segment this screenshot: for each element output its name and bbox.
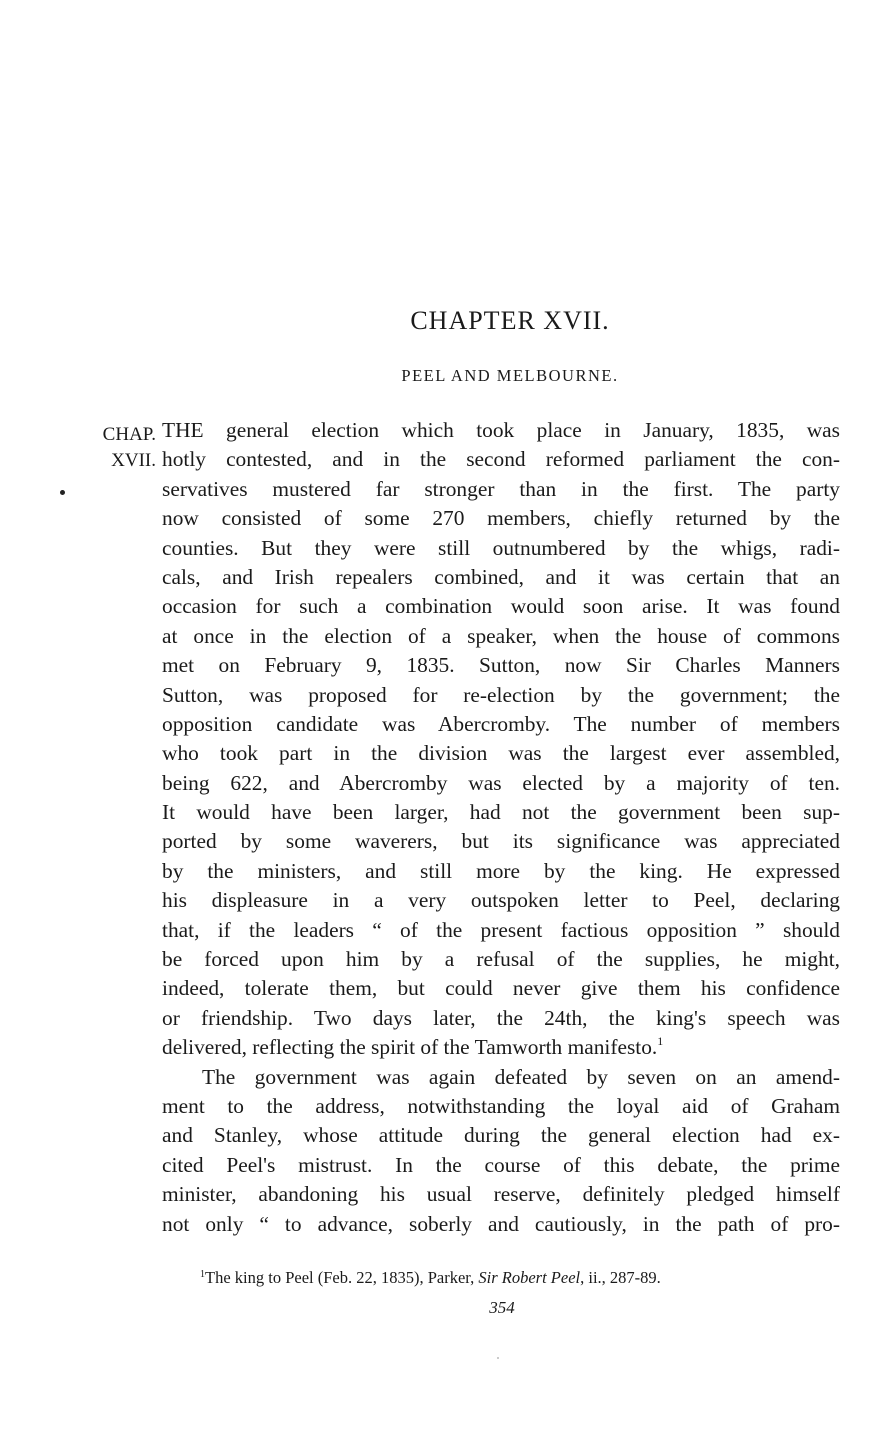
text-line-content: minister, abandoning his usual reserve, definitely pledged himself bbox=[162, 1182, 840, 1207]
text-line bbox=[162, 592, 840, 621]
text-line-content: ment to the address, notwithstanding the loyal aid of Graham bbox=[162, 1093, 840, 1118]
footnote-italic: Sir Robert Peel bbox=[478, 1268, 581, 1287]
text-line-content: delivered, reflecting the spirit of the Tamworth manifesto. bbox=[162, 1035, 658, 1060]
text-line bbox=[162, 798, 840, 827]
text-line bbox=[162, 475, 840, 504]
text-line bbox=[162, 1033, 840, 1062]
text-line-content: Sutton, was proposed for re-election by the government; the bbox=[162, 682, 840, 707]
margin-note bbox=[80, 422, 156, 474]
text-line bbox=[162, 974, 840, 1003]
text-line bbox=[162, 651, 840, 680]
text-line bbox=[162, 563, 840, 592]
text-line-content: now consisted of some 270 members, chiefly returned by the bbox=[162, 506, 840, 531]
text-line bbox=[162, 945, 840, 974]
text-line-content: cals, and Irish repealers combined, and it was certain that an bbox=[162, 564, 840, 589]
margin-dot bbox=[60, 490, 65, 495]
text-line-content: The government was again defeated by seven on an amend- bbox=[202, 1064, 840, 1089]
footnote-text-end: , ii., 287-89. bbox=[580, 1268, 661, 1287]
text-line-content: It would have been larger, had not the government been sup- bbox=[162, 800, 840, 825]
text-line-content: servatives mustered far stronger than in the first. The party bbox=[162, 476, 840, 501]
margin-note-line: CHAP. bbox=[102, 424, 156, 445]
page-number: 354 bbox=[489, 1298, 515, 1317]
text-line-content: not only “ to advance, soberly and cautiously, in the path of pro- bbox=[162, 1211, 840, 1236]
text-line-content: his displeasure in a very outspoken letter to Peel, declaring bbox=[162, 888, 840, 913]
footnote-text: The king to Peel (Feb. 22, 1835), Parker, bbox=[205, 1268, 479, 1287]
text-line-content: THE general election which took place in January, 1835, was bbox=[162, 418, 840, 442]
footnote-reference: 1 bbox=[657, 1034, 664, 1049]
text-line bbox=[162, 1092, 840, 1121]
text-line-content: who took part in the division was the largest ever assembled, bbox=[162, 741, 840, 766]
text-line bbox=[162, 1210, 840, 1239]
text-line-content: or friendship. Two days later, the 24th, the king's speech was bbox=[162, 1005, 840, 1030]
text-line bbox=[162, 916, 840, 945]
margin-note-line: XVII. bbox=[111, 450, 156, 471]
text-line-content: counties. But they were still outnumbered by the whigs, radi- bbox=[162, 535, 840, 560]
text-line bbox=[162, 1063, 840, 1092]
text-line-content: be forced upon him by a refusal of the supplies, he might, bbox=[162, 947, 840, 972]
text-line bbox=[162, 416, 840, 445]
text-line bbox=[162, 534, 840, 563]
text-line bbox=[162, 681, 840, 710]
text-line-content: indeed, tolerate them, but could never give them his confidence bbox=[162, 976, 840, 1001]
text-line-content: occasion for such a combination would soon arise. It was found bbox=[162, 594, 840, 619]
text-line-content: opposition candidate was Abercromby. The number of members bbox=[162, 711, 840, 736]
text-line bbox=[162, 886, 840, 915]
text-line bbox=[162, 710, 840, 739]
footnote bbox=[200, 1268, 840, 1288]
text-line-content: at once in the election of a speaker, when the house of commons bbox=[162, 623, 840, 648]
text-line-content: hotly contested, and in the second reformed parliament the con- bbox=[162, 447, 840, 472]
text-line bbox=[162, 1180, 840, 1209]
text-line bbox=[162, 739, 840, 768]
text-line-content: being 622, and Abercromby was elected by a majority of ten. bbox=[162, 770, 840, 795]
chapter-title: CHAPTER XVII. bbox=[410, 306, 610, 335]
text-line-content: ported by some waverers, but its significance was appreciated bbox=[162, 829, 840, 854]
text-line-content: and Stanley, whose attitude during the general election had ex- bbox=[162, 1123, 840, 1148]
chapter-subtitle: PEEL AND MELBOURNE. bbox=[401, 366, 619, 385]
paragraph-1 bbox=[162, 416, 840, 1063]
text-line bbox=[162, 1004, 840, 1033]
text-line-content: cited Peel's mistrust. In the course of this debate, the prime bbox=[162, 1152, 840, 1177]
text-line bbox=[162, 445, 840, 474]
text-line-content: by the ministers, and still more by the king. He expressed bbox=[162, 858, 840, 883]
body-text bbox=[162, 416, 840, 1239]
text-line bbox=[162, 827, 840, 856]
text-line bbox=[162, 769, 840, 798]
paragraph-2 bbox=[162, 1063, 840, 1239]
text-line bbox=[162, 622, 840, 651]
text-line bbox=[162, 1121, 840, 1150]
text-line bbox=[162, 504, 840, 533]
text-line-content: met on February 9, 1835. Sutton, now Sir Charles Manners bbox=[162, 653, 840, 678]
text-line bbox=[162, 857, 840, 886]
decorative-dot bbox=[497, 1357, 499, 1359]
text-line-content: that, if the leaders “ of the present factious opposition ” should bbox=[162, 917, 840, 942]
text-line bbox=[162, 1151, 840, 1180]
footnote-marker: 1 bbox=[200, 1269, 205, 1280]
